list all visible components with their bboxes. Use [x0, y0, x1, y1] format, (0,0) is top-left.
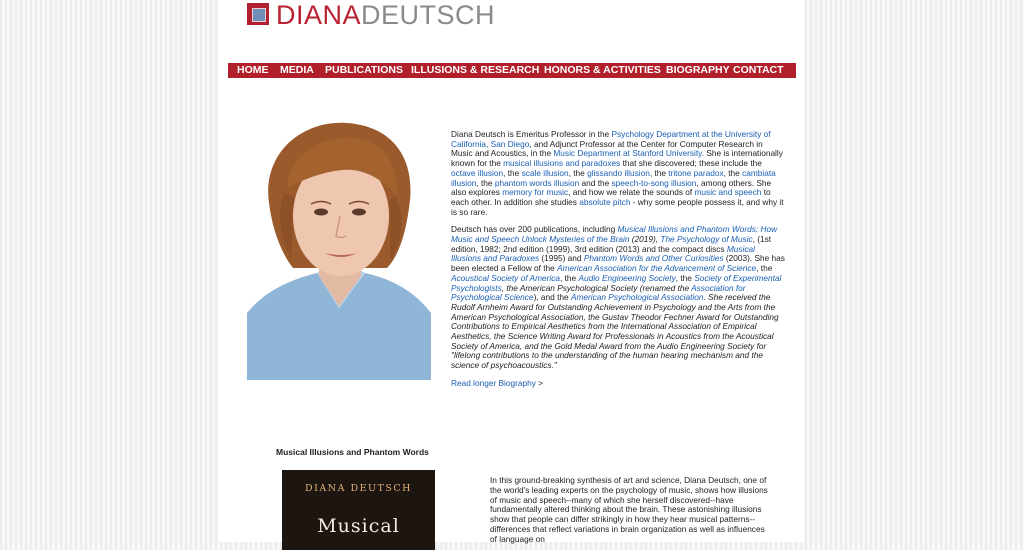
- portrait-photo: [247, 108, 431, 380]
- nav-honors-activities[interactable]: HONORS & ACTIVITIES: [544, 64, 661, 76]
- link-asa[interactable]: Acoustical Society of America: [451, 272, 560, 283]
- link-tritone-paradox[interactable]: tritone paradox: [668, 167, 724, 178]
- link-psychology-department[interactable]: Psychology Department at the University of California, San Diego: [451, 129, 771, 149]
- link-book-musical-illusions[interactable]: Musical Illusions and Phantom Words: How Music and Speech Unlock Mysteries of the Brain: [451, 224, 778, 245]
- link-sep[interactable]: Society of Experimental Psychologists: [451, 272, 782, 293]
- bio-paragraph-2: Deutsch has over 200 publications, including Musical Illusions and Phantom Words: How Music and Speech Unlock Mysteries of the Brain (2019), The Psychology of Music, (1st edition, 1982; 2nd edition (1999), 3rd edition (2013) and the compact discs Musical Illusions and Paradoxes (1995) and Phantom Words and Other Curiosities (2003). She has been elected a Fellow of the American Association for the Advancement of Science, the Acoustical Society of America, the Audio Engineering Society, the Society of Experimental Psychologists, the American Psychological Society (renamed the Association for Psychological Science), and the American Psychological Association. She received the Rudolf Arnheim Award for Outstanding Achievement in Psychology and the Arts from the American Psychological Association, the Gustav Theodor Fechner Award for Outstanding Contributions to Empirical Aesthetics from the International Association of Empirical Aesthetics, the Science Writing Award for Professionals in Acoustics from the Acoustical Society of America, and the Gold Medal Award from the Audio Engineering Society for "lifelong contributions to the understanding of the human hearing mechanism and the science of psychoacoustics.": [451, 224, 785, 371]
- link-aaas[interactable]: American Association for the Advancement of Science: [557, 263, 757, 274]
- link-music-and-speech[interactable]: music and speech: [694, 187, 762, 198]
- link-cd-phantom-words[interactable]: Phantom Words and Other Curiosities: [583, 253, 724, 264]
- link-music-department[interactable]: Music Department at Stanford University: [553, 148, 702, 159]
- link-speech-to-song-illusion[interactable]: speech-to-song illusion: [611, 177, 697, 188]
- book-section-title: Musical Illusions and Phantom Words: [276, 447, 429, 457]
- book-cover-title: Musical: [317, 515, 400, 537]
- nav-publications[interactable]: PUBLICATIONS: [325, 64, 403, 76]
- nav-illusions-research[interactable]: ILLUSIONS & RESEARCH: [411, 64, 540, 76]
- nav-contact[interactable]: CONTACT: [733, 64, 784, 76]
- main-nav: [228, 63, 796, 78]
- nav-media[interactable]: MEDIA: [280, 64, 314, 76]
- page-container: [219, 0, 804, 542]
- link-cd-musical-illusions-paradoxes[interactable]: Musical Illusions and Paradoxes: [451, 243, 755, 264]
- logo-icon[interactable]: [247, 3, 269, 25]
- link-psychology-of-music[interactable]: The Psychology of Music: [660, 234, 753, 245]
- link-phantom-words-illusion[interactable]: phantom words illusion: [494, 177, 580, 188]
- book-cover-author: DIANA DEUTSCH: [305, 483, 412, 494]
- link-scale-illusion[interactable]: scale illusion: [521, 167, 569, 178]
- link-cambiata-illusion[interactable]: cambiata illusion: [451, 167, 776, 188]
- link-octave-illusion[interactable]: octave illusion: [451, 167, 504, 178]
- read-longer-biography-link[interactable]: Read longer Biography: [451, 377, 536, 388]
- link-glissando-illusion[interactable]: glissando illusion: [587, 167, 650, 178]
- link-musical-illusions[interactable]: musical illusions and paradoxes: [503, 158, 621, 169]
- link-aes[interactable]: Audio Engineering Society: [578, 272, 676, 283]
- link-apa[interactable]: American Psychological Association: [570, 292, 704, 303]
- link-memory-for-music[interactable]: memory for music: [502, 187, 569, 198]
- bio-text: [451, 130, 786, 389]
- nav-home[interactable]: HOME: [237, 64, 269, 76]
- link-aps[interactable]: Association for Psychological Science: [451, 282, 746, 303]
- site-logo[interactable]: DIANADEUTSCH: [276, 0, 496, 30]
- book-description: In this ground-breaking synthesis of art and science, Diana Deutsch, one of the world's leading experts on the psychology of music, shows how illusions of music and speech--many of which she herself discovered--have fundamentally altered thinking about the brain. These astonishing illusions show that people can differ strikingly in how they hear musical patterns--differences that reflect variations in brain organization as well as influences of language on: [490, 475, 768, 544]
- book-cover[interactable]: [282, 470, 435, 550]
- link-absolute-pitch[interactable]: absolute pitch: [579, 196, 631, 207]
- read-more-row: Read longer Biography >: [451, 377, 544, 388]
- bio-paragraph-1: Diana Deutsch is Emeritus Professor in the Psychology Department at the University of California, San Diego, and Adjunct Professor at the Center for Computer Research in Music and Acoustics, in the Music Department at Stanford University. She is internationally known for the musical illusions and paradoxes that she discovered; these include the octave illusion, the scale illusion, the glissando illusion, the tritone paradox, the cambiata illusion, the phantom words illusion and the speech-to-song illusion, among others. She also explores memory for music, and how we relate the sounds of music and speech to each other. In addition she studies absolute pitch - why some people possess it, and why it is so rare.: [451, 129, 784, 217]
- nav-biography[interactable]: BIOGRAPHY: [666, 64, 730, 76]
